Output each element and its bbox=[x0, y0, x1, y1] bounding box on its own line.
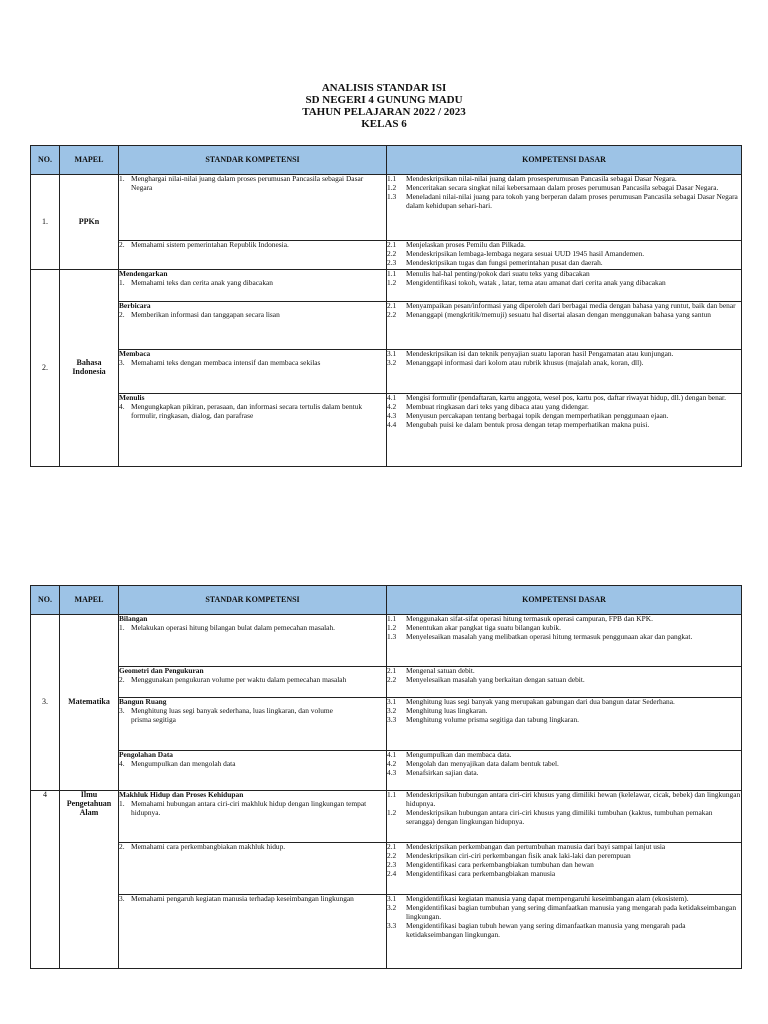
standard-item: 2. Memahami sistem pemerintahan Republik Indonesia. bbox=[119, 240, 289, 249]
standard-item: 3. Menghitung luas segi banyak sederhana, luas lingkaran, dan volume bbox=[119, 705, 333, 715]
competency-item: 4.1 Mengumpulkan dan membaca data. bbox=[387, 750, 512, 759]
section-heading: Bangun Ruang bbox=[119, 697, 167, 706]
competency-cell bbox=[387, 751, 742, 791]
col-header-kd: KOMPETENSI DASAR bbox=[387, 586, 742, 615]
col-header-sk: STANDAR KOMPETENSI bbox=[119, 146, 387, 175]
section-heading: Makhluk Hidup dan Proses Kehidupan bbox=[119, 790, 244, 799]
competency-item: 3.3 Menghitung volume prisma segitiga dan tabung lingkaran. bbox=[387, 714, 580, 724]
competency-item: 4.2 Membuat ringkasan dari teks yang dibaca atau yang didengar. bbox=[387, 401, 589, 411]
competency-cell bbox=[387, 241, 742, 270]
section-heading: Menulis bbox=[119, 393, 145, 402]
standard-item: 2. Memberikan informasi dan tanggapan secara lisan bbox=[119, 309, 280, 319]
row-number: 3. bbox=[31, 615, 60, 791]
subject-name: Matematika bbox=[60, 615, 119, 791]
standard-cell bbox=[119, 667, 387, 698]
competency-item: 1.1 Menggunakan sifat-sifat operasi hitung termasuk operasi campuran, FPB dan KPK. bbox=[387, 614, 653, 623]
competency-item: 4.4 Mengubah puisi ke dalam bentuk prosa dengan tetap memperhatikan makna puisi. bbox=[387, 419, 650, 429]
table-row bbox=[31, 895, 742, 969]
competency-item: 2.1 Menyampaikan pesan/informasi yang diperoleh dari berbagai media dengan bahasa yang runtut, baik dan benar bbox=[387, 301, 736, 310]
competency-item: 1.3 Menyelesaikan masalah yang melibatkan operasi hitung termasuk penggunaan akar dan pangkat. bbox=[387, 631, 693, 641]
standard-cell bbox=[119, 350, 387, 394]
standard-cell bbox=[119, 843, 387, 895]
standard-item: 1. Memahami hubungan antara ciri-ciri makhluk hidup dengan lingkungan tempat hidupnya. bbox=[119, 798, 367, 817]
row-number: 4 bbox=[31, 791, 60, 969]
section-heading: Bilangan bbox=[119, 614, 148, 623]
competency-cell bbox=[387, 698, 742, 751]
standard-item: 4. Mengungkapkan pikiran, perasaan, dan informasi secara tertulis dalam bentuk formulir, ringkasan, dialog, dan parafrase bbox=[119, 401, 363, 420]
competency-item: 1.3 Meneladani nilai-nilai juang para tokoh yang berperan dalam proses perumusan Pancasila sebagai Dasar Negara dalam kehidupan sehari-hari. bbox=[387, 191, 738, 210]
table-row bbox=[31, 350, 742, 394]
title-line-1: ANALISIS STANDAR ISI bbox=[321, 82, 447, 94]
col-header-kd: KOMPETENSI DASAR bbox=[387, 146, 742, 175]
competency-item: 4.2 Mengolah dan menyajikan data dalam bentuk tabel. bbox=[387, 758, 559, 768]
competency-item: 2.3 Mengidentifikasi cara perkembangbiakan tumbuhan dan hewan bbox=[387, 859, 594, 869]
row-number: 1. bbox=[31, 175, 60, 270]
competency-item: 1.2 Mendeskripsikan hubungan antara ciri-ciri khusus yang dimiliki tumbuhan (kaktus, tumbuhan pemakan serangga) dengan lingkungan hidupnya. bbox=[387, 807, 713, 826]
table-row bbox=[31, 175, 742, 241]
section-heading: Pengolahan Data bbox=[119, 750, 173, 759]
standard-cell bbox=[119, 698, 387, 751]
table-row bbox=[31, 241, 742, 270]
table-row bbox=[31, 843, 742, 895]
competency-item: 1.1 Mendeskripsikan nilai-nilai juang dalam prosesperumusan Pancasila sebagai Dasar Negara. bbox=[387, 174, 677, 183]
col-header-sk: STANDAR KOMPETENSI bbox=[119, 586, 387, 615]
section-heading: Membaca bbox=[119, 349, 151, 358]
standard-cell bbox=[119, 241, 387, 270]
col-header-mapel: MAPEL bbox=[60, 586, 119, 615]
title-line-4: KELAS 6 bbox=[361, 118, 407, 130]
competency-item: 3.1 Menghitung luas segi banyak yang merupakan gabungan dari dua bangun datar Sederhana. bbox=[387, 697, 675, 706]
standard-cell bbox=[119, 615, 387, 667]
table-row bbox=[31, 751, 742, 791]
competency-item: 3.2 Mengidentifikasi bagian tumbuhan yang sering dimanfaatkan manusia yang mengarah pada ketidakseimbangan lingkungan. bbox=[387, 902, 737, 921]
col-header-no: NO. bbox=[31, 586, 60, 615]
competency-cell bbox=[387, 270, 742, 302]
analysis-table-1 bbox=[30, 145, 742, 467]
competency-item: 2.4 Mengidentifikasi cara perkembangbiakan manusia bbox=[387, 868, 556, 878]
standard-cell bbox=[119, 895, 387, 969]
table-row bbox=[31, 270, 742, 302]
competency-item: 1.2 Menceritakan secara singkat nilai kebersamaan dalam proses perumusan Pancasila sebagai Dasar Negara. bbox=[387, 182, 719, 192]
section-heading: Mendengarkan bbox=[119, 269, 168, 278]
table-row bbox=[31, 302, 742, 350]
competency-cell bbox=[387, 615, 742, 667]
table-row bbox=[31, 698, 742, 751]
standard-item: 3. Memahami teks dengan membaca intensif dan membaca sekilas bbox=[119, 357, 321, 367]
subject-name: PPKn bbox=[60, 175, 119, 270]
competency-item: 2.1 Mengenal satuan debit. bbox=[387, 666, 475, 675]
competency-item: 1.1 Mendeskripsikan hubungan antara ciri-ciri khusus yang dimiliki hewan (kelelawar, cicak, bebek) dan lingkungan hidupnya. bbox=[387, 790, 741, 808]
competency-item: 3.2 Menghitung luas lingkaran. bbox=[387, 705, 488, 715]
standard-cell bbox=[119, 302, 387, 350]
table-header-row bbox=[31, 146, 742, 175]
competency-item: 4.1 Mengisi formulir (pendaftaran, kartu anggota, wesel pos, kartu pos, daftar riwayat hidup, dll.) dengan benar. bbox=[387, 393, 726, 402]
competency-item: 1.2 Menentukan akar pangkat tiga suatu bilangan kubik. bbox=[387, 622, 561, 632]
subject-name: Ilmu Pengetahuan Alam bbox=[60, 791, 119, 969]
table-row bbox=[31, 791, 742, 843]
competency-cell bbox=[387, 667, 742, 698]
competency-item: 3.2 Menanggapi informasi dari kolom atau rubrik khusus (majalah anak, koran, dll). bbox=[387, 357, 644, 367]
col-header-no: NO. bbox=[31, 146, 60, 175]
document-title bbox=[0, 82, 768, 130]
competency-cell bbox=[387, 791, 742, 843]
standard-item: 1. Menghargai nilai-nilai juang dalam proses perumusan Pancasila sebagai Dasar Negara bbox=[119, 174, 364, 192]
competency-item: 1.2 Mengidentifikasi tokoh, watak , latar, tema atau amanat dari cerita anak yang dibacakan bbox=[387, 277, 666, 287]
competency-item: 2.2 Mendeskripsikan ciri-ciri perkembangan fisik anak laki-laki dan perempuan bbox=[387, 850, 631, 860]
competency-cell bbox=[387, 394, 742, 467]
standard-item: 1. Melakukan operasi hitung bilangan bulat dalam pemecahan masalah. bbox=[119, 622, 335, 632]
analysis-table-2 bbox=[30, 585, 742, 969]
competency-cell bbox=[387, 175, 742, 241]
competency-item: 2.2 Menanggapi (mengkritik/memuji) sesuatu hal disertai alasan dengan menggunakan bahasa yang santun bbox=[387, 309, 711, 319]
competency-cell bbox=[387, 895, 742, 969]
standard-cell bbox=[119, 791, 387, 843]
standard-cell bbox=[119, 751, 387, 791]
standard-item: 4. Mengumpulkan dan mengolah data bbox=[119, 758, 236, 768]
competency-item: 1.1 Menulis hal-hal penting/pokok dari suatu teks yang dibacakan bbox=[387, 269, 590, 278]
standard-item: 3. Memahami pengaruh kegiatan manusia terhadap keseimbangan lingkungan bbox=[119, 894, 354, 903]
section-heading: Berbicara bbox=[119, 301, 151, 310]
competency-item: 2.3 Mendeskripsikan tugas dan fungsi pemerintahan pusat dan daerah. bbox=[387, 257, 603, 267]
title-line-3: TAHUN PELAJARAN 2022 / 2023 bbox=[302, 106, 466, 118]
table-header-row bbox=[31, 586, 742, 615]
title-line-2: SD NEGERI 4 GUNUNG MADU bbox=[305, 94, 463, 106]
table-row bbox=[31, 394, 742, 467]
standard-item: 1. Memahami teks dan cerita anak yang dibacakan bbox=[119, 277, 274, 287]
standard-item-continuation: prisma segitiga bbox=[131, 714, 176, 724]
table-row bbox=[31, 615, 742, 667]
competency-cell bbox=[387, 843, 742, 895]
competency-item: 2.1 Menjelaskan proses Pemilu dan Pilkada. bbox=[387, 240, 526, 249]
competency-item: 2.2 Menyelesaikan masalah yang berkaitan dengan satuan debit. bbox=[387, 674, 585, 684]
competency-item: 4.3 Menafsirkan sajian data. bbox=[387, 767, 479, 777]
row-number: 2. bbox=[31, 270, 60, 467]
competency-cell bbox=[387, 302, 742, 350]
competency-item: 3.1 Mendeskripsikan isi dan teknik penyajian suatu laporan hasil Pengamatan atau kunjungan. bbox=[387, 349, 674, 358]
competency-item: 2.2 Mendeskripsikan lembaga-lembaga negara sesuai UUD 1945 hasil Amandemen. bbox=[387, 248, 645, 258]
standard-item: 2. Menggunakan pengukuran volume per waktu dalam pemecahan masalah bbox=[119, 674, 347, 684]
competency-item: 3.3 Mengidentifikasi bagian tubuh hewan yang sering dimanfaatkan manusia yang mengarah pada ketidakseimbangan lingkungan. bbox=[387, 920, 686, 939]
standard-cell bbox=[119, 175, 387, 241]
standard-item: 2. Memahami cara perkembangbiakan makhluk hidup. bbox=[119, 842, 286, 851]
competency-item: 2.1 Mendeskripsikan perkembangan dan pertumbuhan manusia dari bayi sampai lanjut usia bbox=[387, 842, 666, 851]
section-heading: Geometri dan Pengukuran bbox=[119, 666, 204, 675]
competency-item: 3.1 Mengidentifikasi kegiatan manusia yang dapat mempengaruhi keseimbangan alam (ekosistem). bbox=[387, 894, 689, 903]
table-row bbox=[31, 667, 742, 698]
competency-cell bbox=[387, 350, 742, 394]
standard-cell bbox=[119, 394, 387, 467]
standard-cell bbox=[119, 270, 387, 302]
col-header-mapel: MAPEL bbox=[60, 146, 119, 175]
competency-item: 4.3 Menyusun percakapan tentang berbagai topik dengan memperhatikan penggunaan ejaan. bbox=[387, 410, 669, 420]
subject-name: Bahasa Indonesia bbox=[60, 270, 119, 467]
